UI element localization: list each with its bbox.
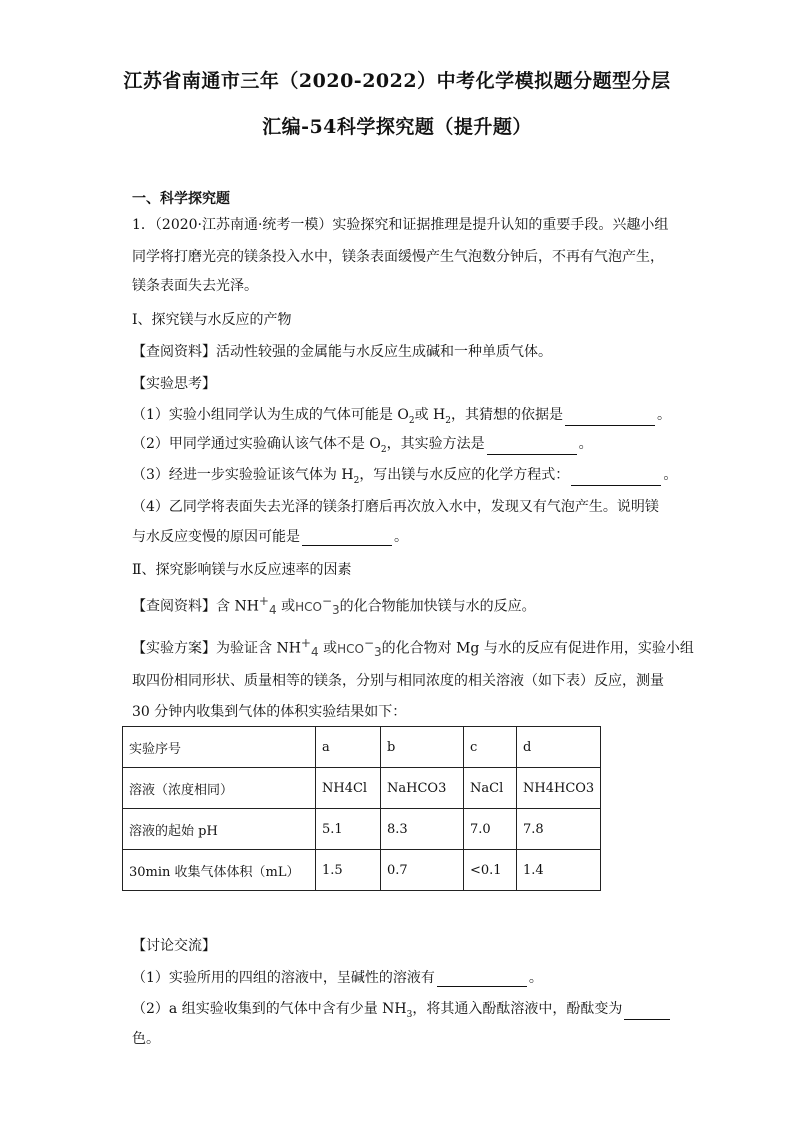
table-cell: a — [316, 727, 381, 768]
table-cell: 0.7 — [381, 850, 464, 891]
info1-text: 【查阅资料】活动性较强的金属能与水反应生成碱和一种单质气体。 — [132, 344, 552, 360]
results-table — [122, 726, 601, 891]
discuss-question-1: （1）实验所用的四组的溶液中，呈碱性的溶液有 。 — [132, 970, 543, 986]
answer-blank-4[interactable] — [302, 531, 392, 546]
table-cell: 8.3 — [381, 809, 464, 850]
doc-title-line1: 江苏省南通市三年（2020-2022）中考化学模拟题分题型分层 — [123, 70, 671, 92]
table-cell: 1.4 — [517, 850, 601, 891]
section-heading: 一、科学探究题 — [132, 191, 230, 207]
plan-line2: 取四份相同形状、质量相等的镁条，分别与相同浓度的相关溶液（如下表）反应，测量 — [132, 673, 664, 689]
table-cell: 溶液（浓度相同） — [123, 768, 316, 809]
part1-heading: Ⅰ、探究镁与水反应的产物 — [132, 312, 292, 328]
sub-question-3: （3）经进一步实验验证该气体为 $H_2$，写出镁与水反应的化学方程式： 。 — [132, 467, 678, 486]
table-row — [123, 850, 601, 891]
table-cell: <0.1 — [464, 850, 517, 891]
think-heading: 【实验思考】 — [132, 376, 216, 392]
plan-line1: 【实验方案】为验证含 $NH^+_4$ 或$HCO^-_3$的化合物对 Mg 与水的反应有促进作用，实验小组 — [132, 636, 694, 660]
doc-title-line2: 汇编-54科学探究题（提升题） — [262, 116, 532, 138]
q1-intro-line3: 镁条表面失去光泽。 — [132, 278, 258, 294]
q1-intro-line2: 同学将打磨光亮的镁条投入水中，镁条表面缓慢产生气泡数分钟后，不再有气泡产生， — [132, 249, 664, 265]
table-row — [123, 727, 601, 768]
answer-blank-3[interactable] — [571, 471, 661, 486]
table-cell: b — [381, 727, 464, 768]
table-cell: 7.0 — [464, 809, 517, 850]
table-cell: 实验序号 — [123, 727, 316, 768]
table-cell: NH4Cl — [316, 768, 381, 809]
sub-question-2: （2）甲同学通过实验确认该气体不是 $O_2$，其实验方法是 。 — [132, 436, 593, 455]
sub-question-4-line2: 与水反应变慢的原因可能是 。 — [132, 529, 408, 545]
table-cell: NaHCO3 — [381, 768, 464, 809]
answer-blank-5[interactable] — [437, 972, 527, 987]
discuss-heading: 【讨论交流】 — [132, 938, 216, 954]
discuss-question-2-line2: 色。 — [132, 1031, 160, 1047]
plan-line3: 30 分钟内收集到气体的体积实验结果如下： — [132, 704, 407, 720]
answer-blank-2[interactable] — [487, 440, 577, 455]
info2-text: 【查阅资料】含 $NH^+_4$ 或$HCO^-_3$的化合物能加快镁与水的反应。 — [132, 594, 536, 618]
table-cell: NH4HCO3 — [517, 768, 601, 809]
table-cell: 30min 收集气体体积（mL） — [123, 850, 316, 891]
answer-blank-1[interactable] — [565, 411, 655, 426]
table-cell: 7.8 — [517, 809, 601, 850]
table-row — [123, 768, 601, 809]
part2-heading: Ⅱ、探究影响镁与水反应速率的因素 — [132, 562, 352, 578]
answer-blank-6[interactable] — [624, 1005, 670, 1020]
table-cell: NaCl — [464, 768, 517, 809]
table-cell: d — [517, 727, 601, 768]
discuss-question-2-line1: （2）a 组实验收集到的气体中含有少量 $NH_3$，将其通入酚酞溶液中，酚酞变为 — [132, 998, 672, 1020]
table-cell: 溶液的起始 pH — [123, 809, 316, 850]
table-cell: 5.1 — [316, 809, 381, 850]
q1-intro-line1: 1．（2020·江苏南通·统考一模）实验探究和证据推理是提升认知的重要手段。兴趣小组 — [132, 217, 669, 233]
table-cell: 1.5 — [316, 850, 381, 891]
sub-question-4-line1: （4）乙同学将表面失去光泽的镁条打磨后再次放入水中，发现又有气泡产生。说明镁 — [132, 499, 659, 515]
table-row — [123, 809, 601, 850]
table-cell: c — [464, 727, 517, 768]
sub-question-1: （1）实验小组同学认为生成的气体可能是 $O_2$或 $H_2$，其猜想的依据是 。 — [132, 407, 671, 426]
